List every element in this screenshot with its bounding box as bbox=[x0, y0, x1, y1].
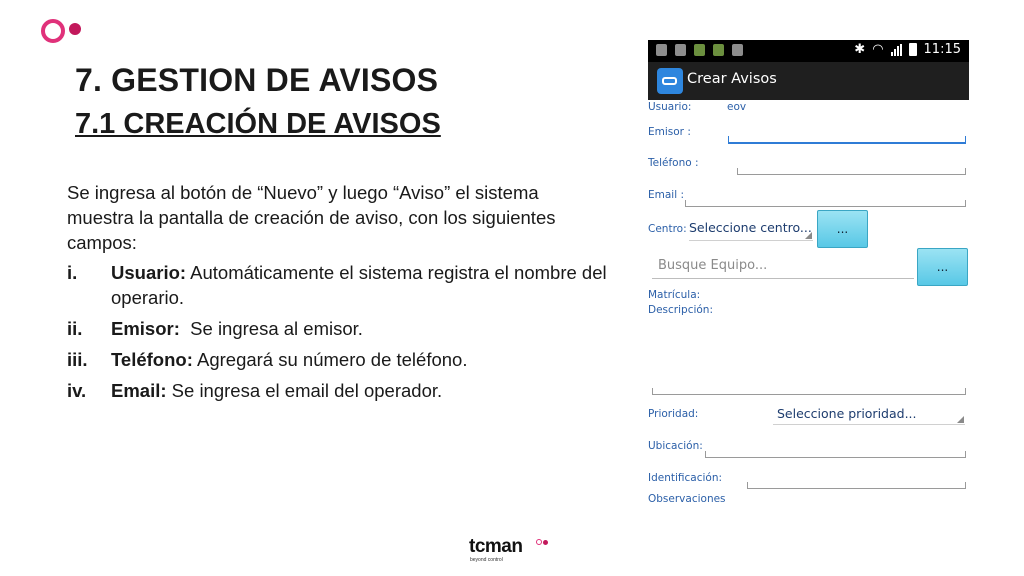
centro-select[interactable] bbox=[689, 220, 813, 241]
status-bar bbox=[648, 40, 969, 62]
equipo-search-input[interactable] bbox=[652, 258, 914, 279]
intro-paragraph: Se ingresa al botón de “Nuevo” y luego “Aviso” el sistema muestra la pantalla de creación de aviso, con los siguientes campos: bbox=[67, 182, 556, 253]
centro-lookup-button[interactable]: ... bbox=[817, 210, 868, 248]
footer-tagline: beyond control bbox=[470, 557, 503, 563]
footer-dot-icon bbox=[543, 540, 548, 545]
slide-title: 7. GESTION DE AVISOS bbox=[75, 62, 439, 98]
gallery-icon bbox=[732, 44, 743, 56]
prioridad-select-value: Seleccione prioridad... bbox=[777, 406, 917, 421]
list-item bbox=[67, 347, 612, 372]
matricula-label: Matrícula: bbox=[648, 289, 701, 301]
battery-icon bbox=[909, 43, 917, 56]
app-icon[interactable] bbox=[657, 68, 683, 94]
field-list bbox=[67, 260, 612, 409]
equipo-search-placeholder: Busque Equipo... bbox=[658, 258, 768, 273]
dropdown-arrow-icon bbox=[957, 416, 964, 423]
identificacion-label: Identificación: bbox=[648, 472, 723, 484]
status-time: 11:15 bbox=[923, 42, 961, 57]
telefono-input[interactable] bbox=[737, 168, 966, 175]
android-icon bbox=[694, 44, 705, 56]
list-item-number: i. bbox=[67, 262, 78, 283]
bluetooth-icon: ✱ bbox=[854, 42, 866, 57]
wifi-icon: ◠ bbox=[872, 42, 884, 57]
descripcion-input[interactable] bbox=[652, 388, 966, 395]
dropdown-arrow-icon bbox=[805, 232, 812, 239]
app-title: Crear Avisos bbox=[687, 71, 777, 87]
brand-dot-icon bbox=[69, 23, 81, 35]
list-item-number: iii. bbox=[67, 349, 88, 370]
list-item bbox=[67, 316, 612, 341]
list-item-term: Usuario: bbox=[111, 262, 187, 283]
list-item-text: Se ingresa al emisor. bbox=[179, 318, 363, 339]
list-item-text: Agregará su número de teléfono. bbox=[192, 349, 468, 370]
list-item-number: iv. bbox=[67, 380, 87, 401]
observaciones-label: Observaciones bbox=[648, 493, 726, 505]
download-icon bbox=[713, 44, 724, 56]
equipo-lookup-button[interactable]: ... bbox=[917, 248, 968, 286]
descripcion-label: Descripción: bbox=[648, 304, 713, 316]
email-input[interactable] bbox=[685, 200, 966, 207]
signal-icon bbox=[891, 44, 902, 56]
centro-label: Centro: bbox=[648, 223, 687, 235]
usuario-label: Usuario: bbox=[648, 101, 692, 113]
list-item-number: ii. bbox=[67, 318, 83, 339]
ubicacion-input[interactable] bbox=[705, 451, 966, 458]
ubicacion-label: Ubicación: bbox=[648, 440, 703, 452]
phone-screenshot bbox=[648, 40, 969, 518]
list-item-text: Se ingresa el email del operador. bbox=[166, 380, 443, 401]
usuario-value: eov bbox=[727, 101, 747, 113]
list-item-term: Teléfono: bbox=[111, 349, 193, 370]
usb-icon bbox=[656, 44, 667, 56]
brand-logo bbox=[41, 17, 85, 43]
list-item bbox=[67, 260, 612, 310]
prioridad-label: Prioridad: bbox=[648, 408, 699, 420]
emisor-input[interactable] bbox=[728, 136, 966, 144]
brand-ring-icon bbox=[41, 19, 65, 43]
identificacion-input[interactable] bbox=[747, 482, 966, 489]
app-bar bbox=[648, 62, 969, 100]
list-item-term: Emisor: bbox=[111, 318, 180, 339]
emisor-label: Emisor : bbox=[648, 126, 691, 138]
list-item-text: Automáticamente el sistema registra el nombre del operario. bbox=[111, 262, 607, 308]
list-item bbox=[67, 378, 612, 403]
telefono-label: Teléfono : bbox=[648, 157, 699, 169]
voicemail-icon bbox=[675, 44, 686, 56]
centro-select-value: Seleccione centro... bbox=[689, 220, 812, 235]
email-label: Email : bbox=[648, 189, 685, 201]
footer-ring-icon bbox=[536, 539, 542, 545]
list-item-term: Email: bbox=[111, 380, 167, 401]
slide-subtitle: 7.1 CREACIÓN DE AVISOS bbox=[75, 108, 441, 140]
footer-brand: tcman bbox=[469, 536, 523, 557]
prioridad-select[interactable] bbox=[773, 406, 965, 425]
footer-logo bbox=[469, 536, 549, 566]
